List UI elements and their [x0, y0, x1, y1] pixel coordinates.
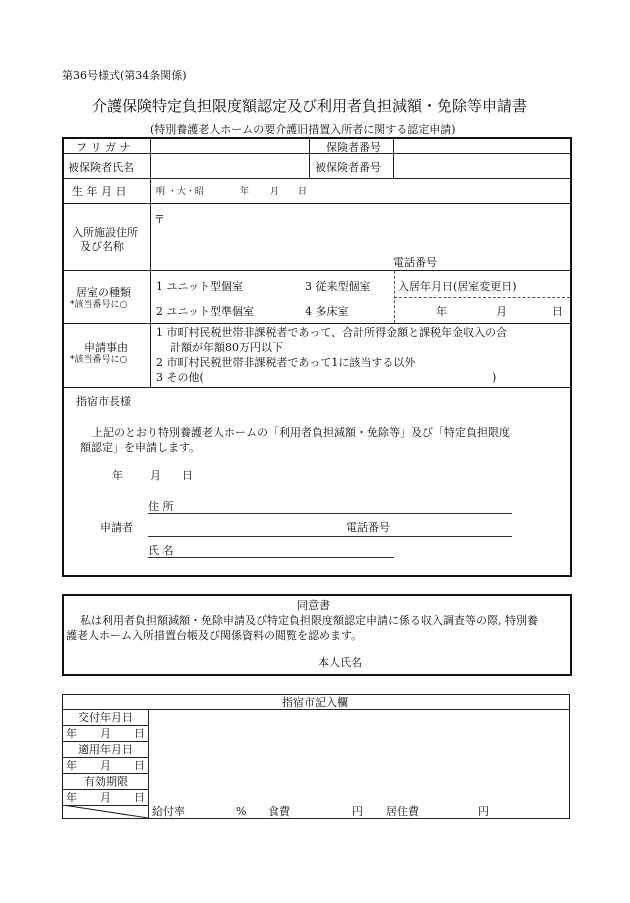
office-use-title: 指宿市記入欄: [282, 696, 348, 709]
birthdate-month-unit: 月: [270, 187, 280, 197]
name-label: 氏 名: [148, 544, 174, 557]
valid-until-label: 有効期限: [84, 775, 128, 788]
consent-text-line2: 護老人ホーム入所措置台帳及び関係資料の閲覧を認めます。: [66, 629, 363, 642]
reason-note: *該当番号に○: [70, 355, 128, 365]
issue-date-label: 交付年月日: [78, 711, 133, 724]
facility-label-line2: 及び名称: [80, 240, 124, 253]
reason-3[interactable]: 3 その他(: [156, 371, 204, 384]
room-option-4[interactable]: 4 多床室: [305, 305, 349, 318]
insured-name-field[interactable]: [152, 155, 307, 177]
room-option-1[interactable]: 1 ユニット型個室: [156, 280, 244, 293]
valid-day-unit: 日: [134, 791, 145, 804]
percent-unit: %: [236, 805, 247, 818]
room-type-label: 居室の種類: [76, 286, 131, 299]
insured-number-label: 被保険者番号: [315, 161, 381, 174]
reason-3-close: ): [492, 371, 497, 384]
move-in-day-unit: 日: [552, 305, 563, 318]
housing-cost-label: 居住費: [386, 805, 419, 818]
form-number: 第36号様式(第34条関係): [62, 69, 187, 82]
food-cost-yen: 円: [352, 805, 363, 818]
benefit-rate-label: 給付率: [152, 805, 185, 818]
application-month-unit: 月: [150, 469, 161, 482]
birthdate-year-unit: 年: [240, 187, 250, 197]
reason-2[interactable]: 2 市町村民税世帯非課税者であって1に該当する以外: [156, 356, 416, 369]
insurer-number-field[interactable]: [395, 139, 569, 152]
move-in-date-label: 入居年月日(居室変更日): [398, 280, 517, 293]
form-subtitle: (特別養護老人ホームの要介護旧措置入所者に関する認定申請): [150, 123, 456, 136]
consent-signature-field[interactable]: [370, 652, 566, 670]
apply-day-unit: 日: [134, 759, 145, 772]
reason-label: 申請事由: [84, 341, 128, 354]
housing-cost-yen: 円: [478, 805, 489, 818]
address-underline[interactable]: [148, 513, 512, 514]
food-cost-label: 食費: [268, 805, 290, 818]
statement-line2: 額認定」を申請します。: [80, 441, 201, 454]
issue-year-unit: 年: [66, 727, 77, 740]
statement-line1: 上記のとおり特別養護老人ホームの「利用者負担減額・免除等」及び「特定負担限度: [92, 426, 510, 439]
furigana-field[interactable]: [152, 139, 307, 152]
insured-number-field[interactable]: [395, 155, 569, 177]
diagonal-slash: [63, 805, 148, 818]
consent-text-line1: 私は利用者負担額減額・免除申請及び特定負担限度額認定申請に係る収入調査等の際, 特別養: [80, 614, 538, 627]
facility-phone-label: 電話番号: [393, 256, 437, 269]
reason-1-line2: 計額が年額80万円以下: [170, 341, 283, 354]
birthdate-day-unit: 日: [298, 187, 308, 197]
form-title: 介護保険特定負担限度額認定及び利用者負担減額・免除等申請書: [92, 97, 528, 115]
postal-mark: 〒: [154, 213, 165, 226]
addressee: 指宿市長様: [76, 395, 131, 408]
apply-month-unit: 月: [100, 759, 111, 772]
apply-year-unit: 年: [66, 759, 77, 772]
valid-month-unit: 月: [100, 791, 111, 804]
reason-1-line1[interactable]: 1 市町村民税世帯非課税者であって、合計所得金額と課税年金収入の合: [156, 326, 508, 339]
room-option-3[interactable]: 3 従来型個室: [305, 280, 371, 293]
room-option-2[interactable]: 2 ユニット型準個室: [156, 305, 255, 318]
valid-year-unit: 年: [66, 791, 77, 804]
insured-name-label: 被保険者氏名: [68, 161, 134, 174]
address-label: 住 所: [148, 500, 174, 513]
move-in-month-unit: 月: [496, 305, 507, 318]
birthdate-era[interactable]: 明 ・大・昭: [156, 187, 204, 197]
application-year-unit: 年: [112, 469, 123, 482]
issue-day-unit: 日: [134, 727, 145, 740]
furigana-label: フ リ ガ ナ: [76, 141, 131, 154]
apply-date-label: 適用年月日: [78, 743, 133, 756]
consent-title: 同意書: [297, 599, 330, 612]
consent-signature-label: 本人氏名: [318, 656, 362, 669]
facility-address-field[interactable]: [166, 208, 566, 253]
phone-underline[interactable]: [148, 536, 512, 537]
applicant-phone-label: 電話番号: [346, 521, 390, 534]
room-type-note: *該当番号に○: [70, 300, 128, 310]
facility-label-line1: 入所施設住所: [72, 226, 138, 239]
reason-3-other-field[interactable]: [216, 370, 486, 385]
application-day-unit: 日: [182, 469, 193, 482]
applicant-label: 申請者: [100, 521, 133, 534]
move-in-year-unit: 年: [436, 305, 447, 318]
insurer-number-label: 保険者番号: [326, 141, 381, 154]
issue-month-unit: 月: [100, 727, 111, 740]
birthdate-label: 生 年 月 日: [72, 185, 127, 198]
name-underline[interactable]: [148, 557, 394, 558]
